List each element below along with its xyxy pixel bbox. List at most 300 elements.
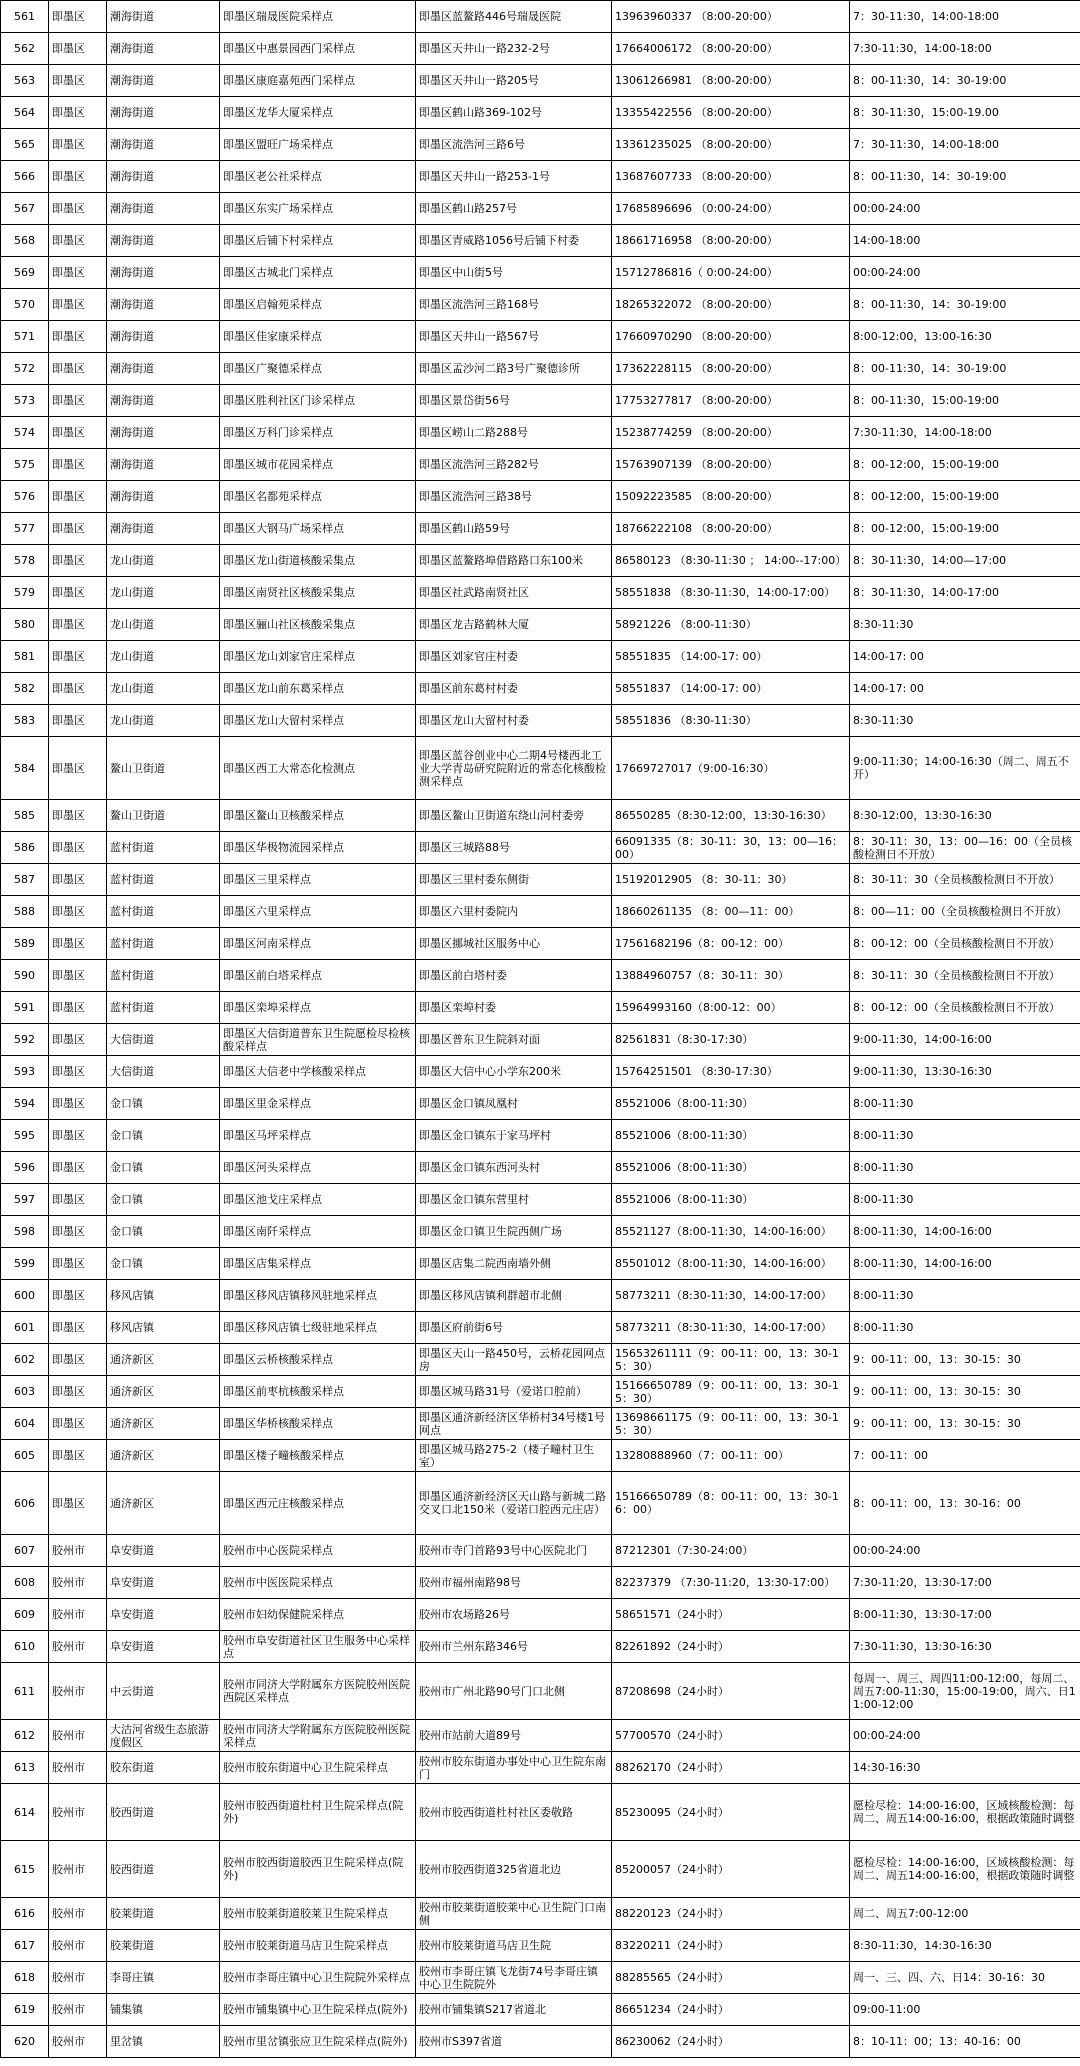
site-name-cell: 即墨区名都苑采样点	[220, 481, 416, 513]
phone-hours-cell: 13884960757（8：30-11：30）	[612, 960, 850, 992]
district-cell: 即墨区	[49, 1, 107, 33]
phone-hours-cell: 58651571（24小时）	[612, 1599, 850, 1631]
open-hours-cell: 9:00-11:30；14:00-16:30（周二、周五不开）	[850, 737, 1080, 800]
address-cell: 即墨区流浩河三路6号	[416, 129, 612, 161]
district-cell: 胶州市	[49, 1930, 107, 1962]
site-name-cell: 即墨区南贤社区核酸采集点	[220, 577, 416, 609]
open-hours-cell: 8:30-11:30，14:30-16:30	[850, 1930, 1080, 1962]
row-number: 561	[1, 1, 49, 33]
open-hours-cell: 14:00-17: 00	[850, 673, 1080, 705]
open-hours-cell: 愿检尽检：14:00-16:00，区域核酸检测：每周二、周五14:00-16:00，根据政策随时调整	[850, 1841, 1080, 1898]
row-number: 587	[1, 864, 49, 896]
site-name-cell: 即墨区康庭嘉苑西门采样点	[220, 65, 416, 97]
site-name-cell: 即墨区移风店镇七级驻地采样点	[220, 1312, 416, 1344]
district-cell: 即墨区	[49, 97, 107, 129]
open-hours-cell: 7：30-11:30，14:00-18:00	[850, 1, 1080, 33]
district-cell: 即墨区	[49, 33, 107, 65]
open-hours-cell: 8:30-11:30	[850, 705, 1080, 737]
open-hours-cell: 8:00-11:30	[850, 1280, 1080, 1312]
site-name-cell: 胶州市胶西街道杜村卫生院采样点(院外)	[220, 1784, 416, 1841]
site-name-cell: 胶州市中心医院采样点	[220, 1535, 416, 1567]
site-name-cell: 即墨区三里采样点	[220, 864, 416, 896]
address-cell: 即墨区龙吉路鹤林大厦	[416, 609, 612, 641]
open-hours-cell: 8：00-11：00，13：30-16：00	[850, 1472, 1080, 1535]
site-name-cell: 即墨区龙华大厦采样点	[220, 97, 416, 129]
row-number: 585	[1, 800, 49, 832]
site-name-cell: 即墨区六里采样点	[220, 896, 416, 928]
street-cell: 通济新区	[107, 1344, 220, 1376]
phone-hours-cell: 87212301（7:30-24:00）	[612, 1535, 850, 1567]
street-cell: 蓝村街道	[107, 992, 220, 1024]
address-cell: 即墨区普东卫生院斜对面	[416, 1024, 612, 1056]
site-name-cell: 即墨区大钢马广场采样点	[220, 513, 416, 545]
address-cell: 胶州市福州南路98号	[416, 1567, 612, 1599]
street-cell: 潮海街道	[107, 257, 220, 289]
phone-hours-cell: 13355422556 （8:00-20:00）	[612, 97, 850, 129]
phone-hours-cell: 15166650789（8：00-11：00，13：30-16：00）	[612, 1472, 850, 1535]
row-number: 572	[1, 353, 49, 385]
address-cell: 即墨区蓝鳌路埠借路路口东100米	[416, 545, 612, 577]
district-cell: 即墨区	[49, 1056, 107, 1088]
row-number: 599	[1, 1248, 49, 1280]
table-row	[1, 1898, 1080, 1930]
site-name-cell: 即墨区骊山社区核酸采集点	[220, 609, 416, 641]
address-cell: 即墨区流浩河三路38号	[416, 481, 612, 513]
address-cell: 即墨区中山街5号	[416, 257, 612, 289]
district-cell: 胶州市	[49, 1752, 107, 1784]
table-row	[1, 1312, 1080, 1344]
phone-hours-cell: 82261892（24小时）	[612, 1631, 850, 1663]
site-name-cell: 即墨区西元庄核酸采样点	[220, 1472, 416, 1535]
site-name-cell: 即墨区西工大常态化检测点	[220, 737, 416, 800]
table-row	[1, 385, 1080, 417]
row-number: 566	[1, 161, 49, 193]
address-cell: 即墨区六里村委院内	[416, 896, 612, 928]
address-cell: 即墨区金口镇东西河头村	[416, 1152, 612, 1184]
row-number: 569	[1, 257, 49, 289]
street-cell: 金口镇	[107, 1120, 220, 1152]
phone-hours-cell: 85200057（24小时）	[612, 1841, 850, 1898]
site-name-cell: 即墨区云桥核酸采样点	[220, 1344, 416, 1376]
table-row	[1, 1280, 1080, 1312]
street-cell: 金口镇	[107, 1184, 220, 1216]
site-name-cell: 即墨区华桥核酸采样点	[220, 1408, 416, 1440]
row-number: 562	[1, 33, 49, 65]
row-number: 591	[1, 992, 49, 1024]
district-cell: 胶州市	[49, 1567, 107, 1599]
site-name-cell: 即墨区池戈庄采样点	[220, 1184, 416, 1216]
row-number: 581	[1, 641, 49, 673]
street-cell: 里岔镇	[107, 2026, 220, 2058]
street-cell: 胶东街道	[107, 1752, 220, 1784]
row-number: 565	[1, 129, 49, 161]
open-hours-cell: 7：30-11:30，14:00-18:00	[850, 129, 1080, 161]
row-number: 597	[1, 1184, 49, 1216]
address-cell: 即墨区前东葛村村委	[416, 673, 612, 705]
district-cell: 即墨区	[49, 1440, 107, 1472]
phone-hours-cell: 13687607733 （8:00-20:00）	[612, 161, 850, 193]
table-row	[1, 1631, 1080, 1663]
street-cell: 潮海街道	[107, 65, 220, 97]
row-number: 606	[1, 1472, 49, 1535]
street-cell: 潮海街道	[107, 481, 220, 513]
district-cell: 即墨区	[49, 289, 107, 321]
table-row	[1, 1408, 1080, 1440]
row-number: 607	[1, 1535, 49, 1567]
open-hours-cell: 9:00-11:30，13:30-16:30	[850, 1056, 1080, 1088]
district-cell: 即墨区	[49, 1280, 107, 1312]
address-cell: 胶州市胶莱街道马店卫生院	[416, 1930, 612, 1962]
table-row	[1, 928, 1080, 960]
district-cell: 即墨区	[49, 673, 107, 705]
row-number: 588	[1, 896, 49, 928]
table-row	[1, 1930, 1080, 1962]
row-number: 620	[1, 2026, 49, 2058]
phone-hours-cell: 58551837 （14:00-17: 00）	[612, 673, 850, 705]
site-name-cell: 即墨区后铺下村采样点	[220, 225, 416, 257]
street-cell: 龙山街道	[107, 641, 220, 673]
phone-hours-cell: 85521006（8:00-11:30）	[612, 1120, 850, 1152]
street-cell: 龙山街道	[107, 609, 220, 641]
address-cell: 即墨区刘家官庄村委	[416, 641, 612, 673]
phone-hours-cell: 17669727017（9:00-16:30）	[612, 737, 850, 800]
site-name-cell: 即墨区里金采样点	[220, 1088, 416, 1120]
address-cell: 即墨区府前街6号	[416, 1312, 612, 1344]
row-number: 586	[1, 832, 49, 864]
open-hours-cell: 7:30-11:30，13:30-16:30	[850, 1631, 1080, 1663]
site-name-cell: 即墨区胜利社区门诊采样点	[220, 385, 416, 417]
district-cell: 即墨区	[49, 1408, 107, 1440]
row-number: 579	[1, 577, 49, 609]
site-name-cell: 胶州市胶莱街道马店卫生院采样点	[220, 1930, 416, 1962]
phone-hours-cell: 85521006（8:00-11:30）	[612, 1184, 850, 1216]
district-cell: 即墨区	[49, 1184, 107, 1216]
phone-hours-cell: 86550285（8:30-12:00，13:30-16:30）	[612, 800, 850, 832]
table-row	[1, 705, 1080, 737]
site-name-cell: 胶州市同济大学附属东方医院胶州医院西院区采样点	[220, 1663, 416, 1720]
table-row	[1, 1962, 1080, 1994]
address-cell: 即墨区大信中心小学东200米	[416, 1056, 612, 1088]
street-cell: 蓝村街道	[107, 896, 220, 928]
district-cell: 即墨区	[49, 1344, 107, 1376]
district-cell: 胶州市	[49, 1631, 107, 1663]
address-cell: 即墨区前白塔村委	[416, 960, 612, 992]
table-row	[1, 545, 1080, 577]
open-hours-cell: 8：00-11:30，14：30-19:00	[850, 161, 1080, 193]
site-name-cell: 即墨区栾埠采样点	[220, 992, 416, 1024]
row-number: 567	[1, 193, 49, 225]
street-cell: 鳌山卫街道	[107, 737, 220, 800]
site-name-cell: 即墨区龙山刘家官庄采样点	[220, 641, 416, 673]
phone-hours-cell: 58773211（8:30-11:30，14:00-17:00）	[612, 1312, 850, 1344]
row-number: 598	[1, 1216, 49, 1248]
phone-hours-cell: 58551838 （8:30-11:30，14:00-17:00）	[612, 577, 850, 609]
site-name-cell: 即墨区移风店镇移风驻地采样点	[220, 1280, 416, 1312]
row-number: 582	[1, 673, 49, 705]
street-cell: 通济新区	[107, 1376, 220, 1408]
phone-hours-cell: 57700570（24小时）	[612, 1720, 850, 1752]
site-name-cell: 即墨区河头采样点	[220, 1152, 416, 1184]
address-cell: 即墨区城马路31号（爱诺口腔前）	[416, 1376, 612, 1408]
open-hours-cell: 每周一、周三、周四11:00-12:00，每周二、周五7:00-11:30，15:00-19:00，周六、日11:00-12:00	[850, 1663, 1080, 1720]
phone-hours-cell: 17685896696 （0:00-24:00）	[612, 193, 850, 225]
phone-hours-cell: 17660970290 （8:00-20:00）	[612, 321, 850, 353]
district-cell: 即墨区	[49, 1024, 107, 1056]
phone-hours-cell: 15712786816（ 0:00-24:00）	[612, 257, 850, 289]
open-hours-cell: 8:00-11:30	[850, 1088, 1080, 1120]
address-cell: 即墨区金口镇东于家马坪村	[416, 1120, 612, 1152]
district-cell: 即墨区	[49, 449, 107, 481]
site-name-cell: 胶州市妇幼保健院采样点	[220, 1599, 416, 1631]
row-number: 605	[1, 1440, 49, 1472]
address-cell: 即墨区金口镇凤凰村	[416, 1088, 612, 1120]
row-number: 614	[1, 1784, 49, 1841]
phone-hours-cell: 86580123 （8:30-11:30 ； 14:00--17:00）	[612, 545, 850, 577]
phone-hours-cell: 82237379 （7:30-11:20，13:30-17:00）	[612, 1567, 850, 1599]
site-name-cell: 即墨区启翰苑采样点	[220, 289, 416, 321]
address-cell: 即墨区天井山一路205号	[416, 65, 612, 97]
street-cell: 潮海街道	[107, 417, 220, 449]
table-row	[1, 832, 1080, 864]
site-name-cell: 即墨区龙山街道核酸采集点	[220, 545, 416, 577]
phone-hours-cell: 86230062（24小时）	[612, 2026, 850, 2058]
district-cell: 即墨区	[49, 896, 107, 928]
phone-hours-cell: 85230095（24小时）	[612, 1784, 850, 1841]
table-row	[1, 449, 1080, 481]
phone-hours-cell: 85521006（8:00-11:30）	[612, 1088, 850, 1120]
district-cell: 即墨区	[49, 928, 107, 960]
open-hours-cell: 8：30-11:30，14:00-17:00	[850, 577, 1080, 609]
site-name-cell: 即墨区广聚德采样点	[220, 353, 416, 385]
district-cell: 即墨区	[49, 1312, 107, 1344]
phone-hours-cell: 15092223585 （8:00-20:00）	[612, 481, 850, 513]
district-cell: 胶州市	[49, 1535, 107, 1567]
open-hours-cell: 8：00-12：00（全员核酸检测日不开放）	[850, 928, 1080, 960]
street-cell: 潮海街道	[107, 97, 220, 129]
open-hours-cell: 09:00-11:00	[850, 1994, 1080, 2026]
open-hours-cell: 8:00-11:30	[850, 1120, 1080, 1152]
row-number: 571	[1, 321, 49, 353]
site-name-cell: 即墨区瑞晟医院采样点	[220, 1, 416, 33]
street-cell: 潮海街道	[107, 129, 220, 161]
table-row	[1, 481, 1080, 513]
street-cell: 通济新区	[107, 1440, 220, 1472]
phone-hours-cell: 87208698（24小时）	[612, 1663, 850, 1720]
address-cell: 即墨区三城路88号	[416, 832, 612, 864]
district-cell: 即墨区	[49, 577, 107, 609]
address-cell: 胶州市李哥庄镇飞龙街74号李哥庄镇中心卫生院院外	[416, 1962, 612, 1994]
street-cell: 金口镇	[107, 1248, 220, 1280]
street-cell: 潮海街道	[107, 1, 220, 33]
district-cell: 胶州市	[49, 1720, 107, 1752]
district-cell: 即墨区	[49, 1120, 107, 1152]
phone-hours-cell: 15192012905 （8：30-11：30）	[612, 864, 850, 896]
address-cell: 即墨区流浩河三路282号	[416, 449, 612, 481]
table-row	[1, 1535, 1080, 1567]
site-name-cell: 即墨区马坪采样点	[220, 1120, 416, 1152]
open-hours-cell: 8：10-11：00；13：40-16：00	[850, 2026, 1080, 2058]
address-cell: 胶州市兰州东路346号	[416, 1631, 612, 1663]
district-cell: 即墨区	[49, 1216, 107, 1248]
row-number: 604	[1, 1408, 49, 1440]
open-hours-cell: 14:30-16:30	[850, 1752, 1080, 1784]
address-cell: 即墨区鹤山路257号	[416, 193, 612, 225]
street-cell: 大信街道	[107, 1024, 220, 1056]
address-cell: 即墨区龙山大留村村委	[416, 705, 612, 737]
phone-hours-cell: 15166650789（9：00-11：00，13：30-15：30）	[612, 1376, 850, 1408]
address-cell: 胶州市站前大道89号	[416, 1720, 612, 1752]
open-hours-cell: 00:00-24:00	[850, 193, 1080, 225]
street-cell: 龙山街道	[107, 705, 220, 737]
street-cell: 蓝村街道	[107, 864, 220, 896]
site-name-cell: 即墨区楼子疃核酸采样点	[220, 1440, 416, 1472]
row-number: 617	[1, 1930, 49, 1962]
row-number: 576	[1, 481, 49, 513]
table-row	[1, 641, 1080, 673]
table-row	[1, 1120, 1080, 1152]
phone-hours-cell: 58551835 （14:00-17: 00）	[612, 641, 850, 673]
phone-hours-cell: 15653261111（9：00-11：00，13：30-15：30）	[612, 1344, 850, 1376]
table-row	[1, 2026, 1080, 2058]
street-cell: 大沽河省级生态旅游度假区	[107, 1720, 220, 1752]
street-cell: 李哥庄镇	[107, 1962, 220, 1994]
open-hours-cell: 14:00-18:00	[850, 225, 1080, 257]
street-cell: 阜安街道	[107, 1535, 220, 1567]
street-cell: 龙山街道	[107, 673, 220, 705]
open-hours-cell: 9:00-11:30，14:00-16:00	[850, 1024, 1080, 1056]
street-cell: 阜安街道	[107, 1631, 220, 1663]
open-hours-cell: 8:30-12:00，13:30-16:30	[850, 800, 1080, 832]
row-number: 578	[1, 545, 49, 577]
phone-hours-cell: 13698661175（9：00-11：00，13：30-15：30）	[612, 1408, 850, 1440]
phone-hours-cell: 17362228115 （8:00-20:00）	[612, 353, 850, 385]
street-cell: 潮海街道	[107, 193, 220, 225]
address-cell: 即墨区店集二院西南墙外侧	[416, 1248, 612, 1280]
address-cell: 胶州市铺集镇S217省道北	[416, 1994, 612, 2026]
site-name-cell: 胶州市里岔镇张应卫生院采样点(院外)	[220, 2026, 416, 2058]
table-row	[1, 193, 1080, 225]
row-number: 580	[1, 609, 49, 641]
address-cell: 胶州市胶西街道杜村社区委敬路	[416, 1784, 612, 1841]
address-cell: 即墨区金口镇卫生院西侧广场	[416, 1216, 612, 1248]
street-cell: 龙山街道	[107, 577, 220, 609]
street-cell: 中云街道	[107, 1663, 220, 1720]
table-row	[1, 1440, 1080, 1472]
address-cell: 胶州市S397省道	[416, 2026, 612, 2058]
table-row	[1, 737, 1080, 800]
row-number: 575	[1, 449, 49, 481]
table-row	[1, 1216, 1080, 1248]
street-cell: 蓝村街道	[107, 928, 220, 960]
street-cell: 蓝村街道	[107, 832, 220, 864]
phone-hours-cell: 17753277817 （8:00-20:00）	[612, 385, 850, 417]
site-name-cell: 胶州市李哥庄镇中心卫生院院外采样点	[220, 1962, 416, 1994]
address-cell: 即墨区通济新经济区天山路与新城二路交叉口北150米（爱诺口腔西元庄店）	[416, 1472, 612, 1535]
district-cell: 即墨区	[49, 737, 107, 800]
open-hours-cell: 8：30-11：30，13：00—16：00（全员核酸检测日不开放）	[850, 832, 1080, 864]
table-body	[1, 1, 1080, 2058]
district-cell: 即墨区	[49, 1472, 107, 1535]
district-cell: 即墨区	[49, 864, 107, 896]
phone-hours-cell: 58551836 （8:30-11:30）	[612, 705, 850, 737]
phone-hours-cell: 88220123（24小时）	[612, 1898, 850, 1930]
site-name-cell: 即墨区前白塔采样点	[220, 960, 416, 992]
table-row	[1, 1567, 1080, 1599]
open-hours-cell: 8：30-11:30，15:00-19.00	[850, 97, 1080, 129]
phone-hours-cell: 82561831（8:30-17:30）	[612, 1024, 850, 1056]
address-cell: 即墨区社武路南贤社区	[416, 577, 612, 609]
street-cell: 通济新区	[107, 1472, 220, 1535]
table-row	[1, 960, 1080, 992]
site-name-cell: 胶州市胶西街道胶西卫生院采样点(院外)	[220, 1841, 416, 1898]
table-row	[1, 65, 1080, 97]
row-number: 609	[1, 1599, 49, 1631]
open-hours-cell: 8：00-12:00，15:00-19:00	[850, 449, 1080, 481]
row-number: 596	[1, 1152, 49, 1184]
table-row	[1, 225, 1080, 257]
district-cell: 胶州市	[49, 1898, 107, 1930]
open-hours-cell: 8:00-11:30	[850, 1312, 1080, 1344]
row-number: 602	[1, 1344, 49, 1376]
table-row	[1, 992, 1080, 1024]
open-hours-cell: 9：00-11：00，13：30-15：30	[850, 1408, 1080, 1440]
table-row	[1, 33, 1080, 65]
table-row	[1, 1024, 1080, 1056]
street-cell: 通济新区	[107, 1408, 220, 1440]
table-row	[1, 577, 1080, 609]
open-hours-cell: 7:30-11:20，13:30-17:00	[850, 1567, 1080, 1599]
district-cell: 即墨区	[49, 321, 107, 353]
street-cell: 阜安街道	[107, 1599, 220, 1631]
site-name-cell: 即墨区店集采样点	[220, 1248, 416, 1280]
district-cell: 即墨区	[49, 481, 107, 513]
table-row	[1, 609, 1080, 641]
open-hours-cell: 8:00-11:30，14:00-16:00	[850, 1216, 1080, 1248]
street-cell: 潮海街道	[107, 33, 220, 65]
street-cell: 潮海街道	[107, 161, 220, 193]
address-cell: 即墨区城马路275-2（楼子疃村卫生室）	[416, 1440, 612, 1472]
phone-hours-cell: 18660261135 （8：00—11：00）	[612, 896, 850, 928]
table-row	[1, 1248, 1080, 1280]
street-cell: 铺集镇	[107, 1994, 220, 2026]
site-name-cell: 即墨区古城北门采样点	[220, 257, 416, 289]
table-row	[1, 1599, 1080, 1631]
address-cell: 即墨区景岱街56号	[416, 385, 612, 417]
address-cell: 即墨区鹤山路369-102号	[416, 97, 612, 129]
site-name-cell: 即墨区大信老中学核酸采样点	[220, 1056, 416, 1088]
phone-hours-cell: 58921226 （8:00-11:30）	[612, 609, 850, 641]
street-cell: 潮海街道	[107, 353, 220, 385]
open-hours-cell: 周二、周五7:00-12:00	[850, 1898, 1080, 1930]
phone-hours-cell: 83220211（24小时）	[612, 1930, 850, 1962]
site-name-cell: 即墨区龙山前东葛采样点	[220, 673, 416, 705]
address-cell: 即墨区鹤山路59号	[416, 513, 612, 545]
district-cell: 即墨区	[49, 257, 107, 289]
table-row	[1, 1752, 1080, 1784]
row-number: 615	[1, 1841, 49, 1898]
phone-hours-cell: 13280888960（7：00-11：00）	[612, 1440, 850, 1472]
open-hours-cell: 9：00-11：00，13：30-15：30	[850, 1376, 1080, 1408]
table-row	[1, 1784, 1080, 1841]
street-cell: 潮海街道	[107, 385, 220, 417]
phone-hours-cell: 18265322072 （8:00-20:00）	[612, 289, 850, 321]
site-name-cell: 胶州市中医医院采样点	[220, 1567, 416, 1599]
row-number: 611	[1, 1663, 49, 1720]
phone-hours-cell: 13361235025 （8:00-20:00）	[612, 129, 850, 161]
site-name-cell: 胶州市阜安街道社区卫生服务中心采样点	[220, 1631, 416, 1663]
site-name-cell: 即墨区中惠景园西门采样点	[220, 33, 416, 65]
address-cell: 胶州市胶东街道办事处中心卫生院东南门	[416, 1752, 612, 1784]
